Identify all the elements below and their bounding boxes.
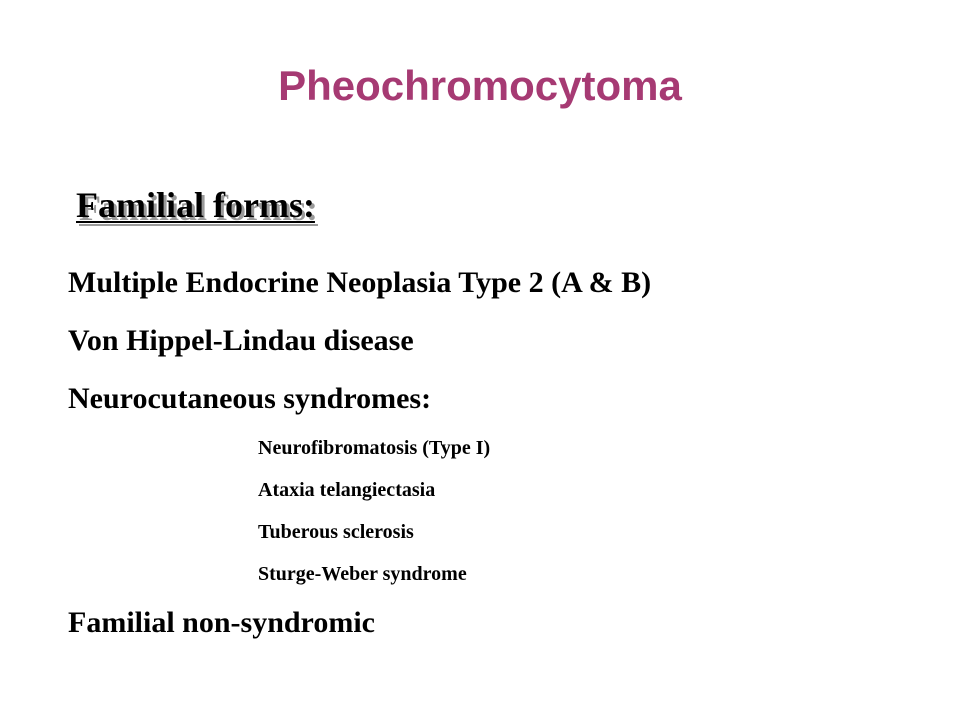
sublist-item-ataxia: Ataxia telangiectasia xyxy=(258,479,436,501)
list-item-men2: Multiple Endocrine Neoplasia Type 2 (A & B) xyxy=(68,266,652,299)
list-item-von-hippel-lindau: Von Hippel-Lindau disease xyxy=(68,324,414,357)
sublist-item-tuberous-sclerosis: Tuberous sclerosis xyxy=(258,521,414,543)
sublist-item-sturge-weber: Sturge-Weber syndrome xyxy=(258,563,467,585)
sublist-item-neurofibromatosis: Neurofibromatosis (Type I) xyxy=(258,437,491,459)
slide-title: Pheochromocytoma xyxy=(278,62,682,109)
familial-forms-heading: Familial forms: xyxy=(76,185,315,225)
list-item-familial-non-syndromic: Familial non-syndromic xyxy=(68,606,375,639)
list-item-neurocutaneous: Neurocutaneous syndromes: xyxy=(68,382,432,415)
